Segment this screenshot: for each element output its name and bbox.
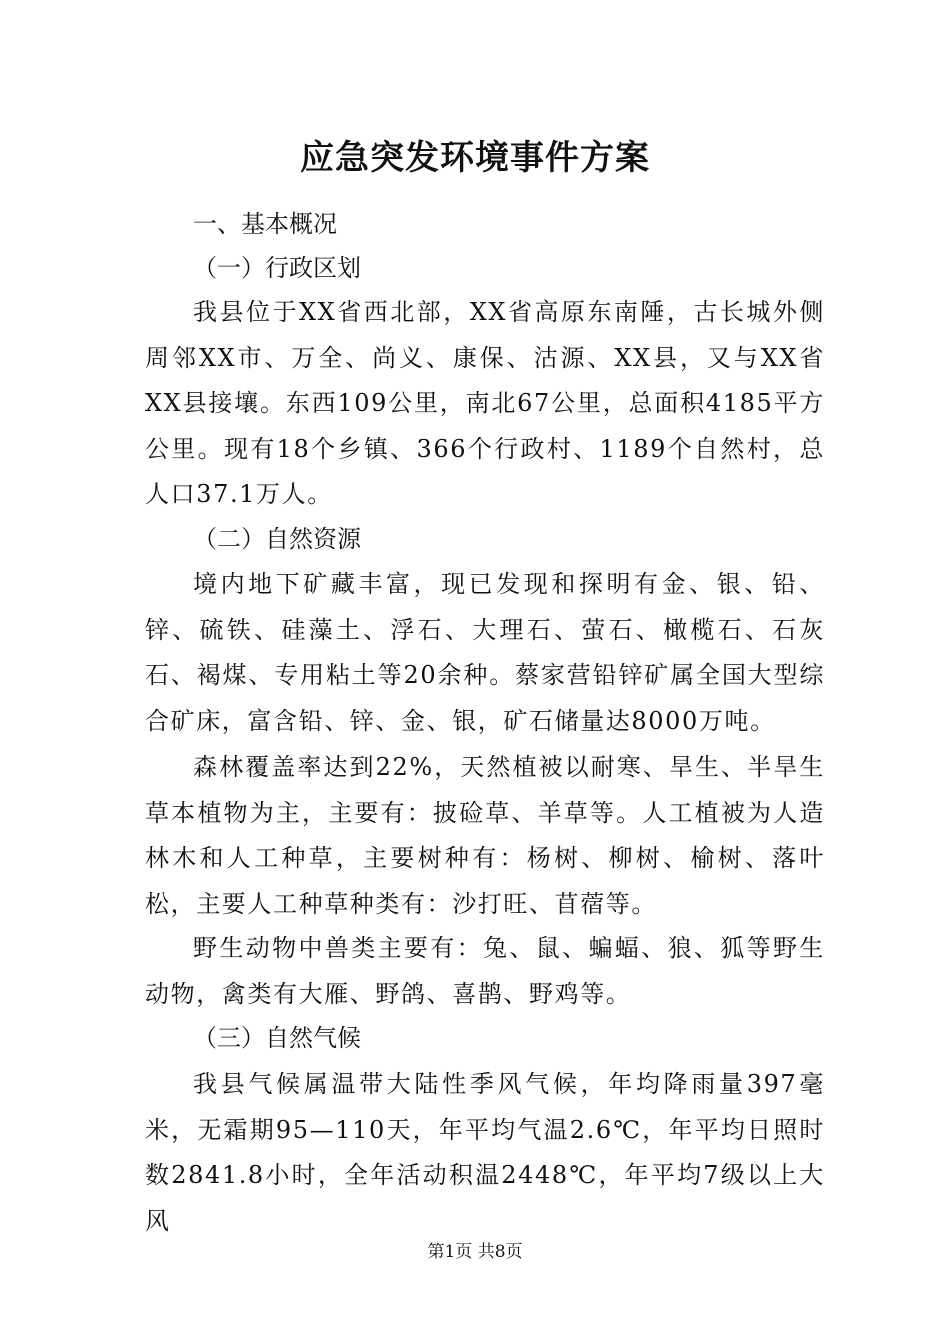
document-title: 应急突发环境事件方案: [300, 138, 650, 178]
paragraph-administrative-division: 我县位于XX省西北部，XX省高原东南陲，古长城外侧周邻XX市、万全、尚义、康保、沽源、XX县，又与XX省XX县接壤。东西109公里，南北67公里，总面积4185平方公里。现有18个乡镇、366个行政村、1189个自然村，总人口37.1万人。: [145, 298, 825, 508]
paragraph-minerals: 境内地下矿藏丰富，现已发现和探明有金、银、铅、锌、硫铁、硅藻土、浮石、大理石、萤石、橄榄石、石灰石、褐煤、专用粘土等20余种。蔡家营铅锌矿属全国大型综合矿床，富含铅、锌、金、银，矿石储量达8000万吨。: [145, 570, 825, 735]
paragraph-wildlife: 野生动物中兽类主要有：兔、鼠、蝙蝠、狼、狐等野生动物，禽类有大雁、野鸽、喜鹊、野鸡等。: [145, 934, 825, 1008]
page-footer: 第1页 共8页: [427, 1242, 523, 1262]
paragraph-vegetation: 森林覆盖率达到22%，天然植被以耐寒、旱生、半旱生草本植物为主，主要有：披硷草、羊草等。人工植被为人造林木和人工种草，主要树种有：杨树、柳树、榆树、落叶松，主要人工种草种类有：沙打旺、苜蓿等。: [145, 753, 825, 918]
section-heading-basic-overview: 一、基本概况: [193, 210, 337, 238]
subsection-heading-climate: （三）自然气候: [193, 1024, 361, 1052]
subsection-heading-administrative-division: （一）行政区划: [193, 254, 361, 282]
paragraph-climate: 我县气候属温带大陆性季风气候，年均降雨量397毫米，无霜期95—110天，年平均气温2.6℃，年平均日照时数2841.8小时，全年活动积温2448℃，年平均7级以上大风: [145, 1070, 825, 1235]
subsection-heading-natural-resources: （二）自然资源: [193, 525, 361, 553]
